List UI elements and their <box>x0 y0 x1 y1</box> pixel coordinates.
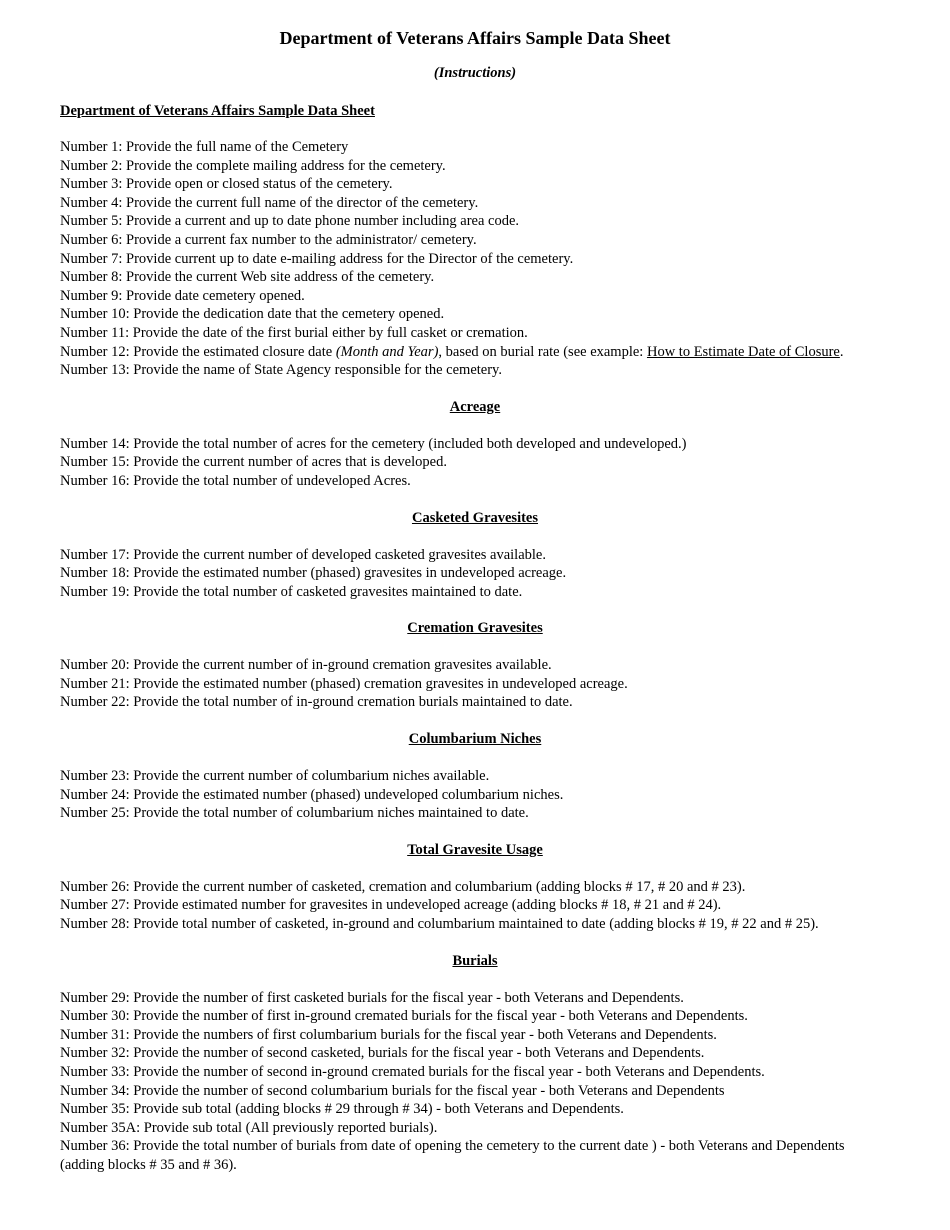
instruction-line: Number 19: Provide the total number of casketed gravesites maintained to date. <box>60 583 523 600</box>
instruction-line: Number 25: Provide the total number of columbarium niches maintained to date. <box>60 805 529 822</box>
instruction-line: Number 26: Provide the current number of casketed, cremation and columbarium (adding blocks # 17, # 20 and # 23). <box>60 878 746 895</box>
instruction-line: Number 24: Provide the estimated number (phased) undeveloped columbarium niches. <box>60 786 564 803</box>
instruction-line: Number 13: Provide the name of State Agency responsible for the cemetery. <box>60 362 502 379</box>
instruction-line: Number 36: Provide the total number of burials from date of opening the cemetery to the current date ) - both Veterans and Dependents (adding blocks # 35 and # 36). <box>60 1138 845 1173</box>
item12-suffix: . <box>839 343 844 360</box>
instruction-line-12 <box>60 343 890 362</box>
section-heading-casketed: Casketed Gravesites <box>411 509 539 526</box>
item12-prefix: Number 12: Provide the estimated closure date <box>60 343 336 360</box>
instruction-line: Number 33: Provide the number of second in-ground cremated burials for the fiscal year - both Veterans and Dependents. <box>60 1064 765 1080</box>
instruction-line: Number 14: Provide the total number of acres for the cemetery (included both developed and undeveloped.) <box>60 435 687 452</box>
instruction-line: Number 2: Provide the complete mailing address for the cemetery. <box>60 157 446 174</box>
instruction-line: Number 20: Provide the current number of in-ground cremation gravesites available. <box>60 657 552 674</box>
instruction-line: Number 10: Provide the dedication date that the cemetery opened. <box>60 306 445 323</box>
instruction-line: Number 15: Provide the current number of acres that is developed. <box>60 454 447 471</box>
instruction-line: Number 30: Provide the number of first in-ground cremated burials for the fiscal year - both Veterans and Dependents. <box>60 1008 748 1025</box>
instruction-line: Number 27: Provide estimated number for gravesites in undeveloped acreage (adding blocks # 18, # 21 and # 24). <box>60 897 722 914</box>
section-heading-usage: Total Gravesite Usage <box>407 841 543 858</box>
instruction-line: Number 1: Provide the full name of the Cemetery <box>60 139 349 155</box>
instruction-line: Number 35: Provide sub total (adding blocks # 29 through # 34) - both Veterans and Dependents. <box>60 1101 624 1118</box>
item12-italic: (Month and Year) <box>335 343 439 360</box>
instruction-line: Number 5: Provide a current and up to date phone number including area code. <box>60 213 520 230</box>
instruction-line: Number 11: Provide the date of the first burial either by full casket or cremation. <box>60 324 528 341</box>
instruction-line: Number 28: Provide total number of casketed, in-ground and columbarium maintained to date (adding blocks # 19, # 22 and # 25). <box>60 916 819 933</box>
section-heading-cremation: Cremation Gravesites <box>407 620 543 637</box>
section-heading-columbarium: Columbarium Niches <box>408 731 542 748</box>
document-page <box>60 26 890 1175</box>
instruction-line: Number 7: Provide current up to date e-mailing address for the Director of the cemetery. <box>60 250 574 267</box>
instruction-line: Number 9: Provide date cemetery opened. <box>60 287 305 304</box>
general-items <box>60 138 890 380</box>
instruction-line: Number 29: Provide the number of first casketed burials for the fiscal year - both Veterans and Dependents. <box>60 989 684 1006</box>
instruction-line: Number 21: Provide the estimated number (phased) cremation gravesites in undeveloped acreage. <box>60 675 628 692</box>
instruction-line: Number 3: Provide open or closed status of the cemetery. <box>60 176 393 193</box>
estimate-closure-link[interactable]: How to Estimate Date of Closure <box>646 343 840 360</box>
instruction-line: Number 17: Provide the current number of developed casketed gravesites available. <box>60 546 546 563</box>
instruction-line: Number 6: Provide a current fax number to the administrator/ cemetery. <box>60 231 477 248</box>
instruction-line: Number 35A: Provide sub total (All previously reported burials). <box>60 1119 438 1136</box>
instruction-line: Number 4: Provide the current full name of the director of the cemetery. <box>60 194 479 211</box>
section-heading-burials: Burials <box>452 952 498 969</box>
item12-middle: , based on burial rate (see example: <box>438 343 647 360</box>
document-subtitle: (Instructions) <box>433 65 517 81</box>
section-heading-acreage: Acreage <box>449 398 501 415</box>
instruction-line: Number 8: Provide the current Web site address of the cemetery. <box>60 269 435 286</box>
instruction-line: Number 22: Provide the total number of in-ground cremation burials maintained to date. <box>60 694 573 711</box>
instruction-line: Number 31: Provide the numbers of first columbarium burials for the fiscal year - both Veterans and Dependents. <box>60 1026 717 1043</box>
sheet-heading: Department of Veterans Affairs Sample Data Sheet <box>60 103 375 119</box>
instruction-line: Number 16: Provide the total number of undeveloped Acres. <box>60 472 411 489</box>
instruction-line: Number 18: Provide the estimated number (phased) gravesites in undeveloped acreage. <box>60 565 567 582</box>
document-title: Department of Veterans Affairs Sample Data Sheet <box>279 28 671 48</box>
instruction-line: Number 34: Provide the number of second columbarium burials for the fiscal year - both Veterans and Dependents <box>60 1082 725 1099</box>
instruction-line: Number 23: Provide the current number of columbarium niches available. <box>60 768 490 785</box>
instruction-line: Number 32: Provide the number of second casketed, burials for the fiscal year - both Veterans and Dependents. <box>60 1045 705 1062</box>
